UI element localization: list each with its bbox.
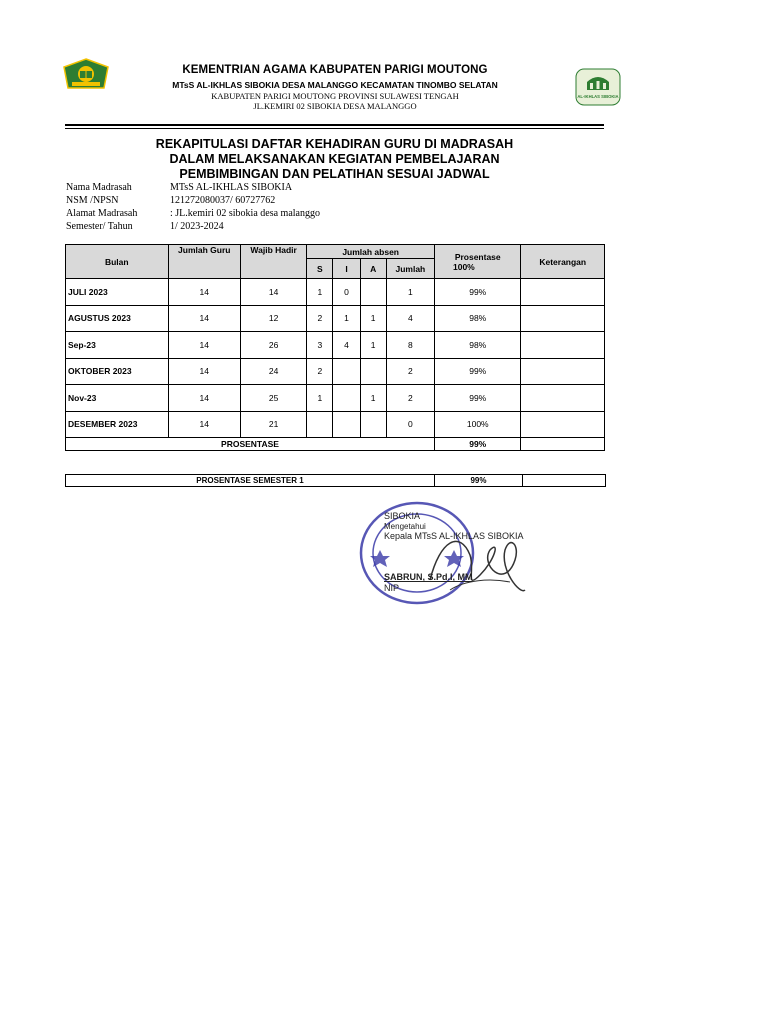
cell-guru: 14 — [168, 358, 240, 385]
cell-ket — [521, 385, 605, 412]
cell-guru: 14 — [168, 279, 240, 306]
info-label-nsm: NSM /NPSN — [66, 195, 119, 206]
cell-i — [333, 358, 360, 385]
cell-guru: 14 — [168, 411, 240, 438]
col-header-bulan: Bulan — [66, 245, 169, 279]
cell-ket — [521, 305, 605, 332]
signature-nip: NIP — [384, 583, 400, 593]
cell-wajib: 14 — [240, 279, 306, 306]
cell-jumlah: 2 — [386, 385, 434, 412]
cell-s: 3 — [307, 332, 333, 359]
cell-jumlah: 0 — [386, 411, 434, 438]
cell-wajib: 12 — [240, 305, 306, 332]
table-row — [66, 411, 605, 438]
cell-bulan: OKTOBER 2023 — [66, 358, 169, 385]
cell-i: 0 — [333, 279, 360, 306]
cell-pct: 99% — [435, 279, 521, 306]
cell-i: 1 — [333, 305, 360, 332]
doc-title-line3: PEMBIMBINGAN DAN PELATIHAN SESUAI JADWAL — [179, 167, 490, 181]
col-header-i: I — [333, 259, 360, 279]
school-logo-text: AL-IKHLAS SIBOKIA — [577, 94, 619, 99]
cell-i: 4 — [333, 332, 360, 359]
col-header-a: A — [360, 259, 386, 279]
cell-pct: 98% — [435, 305, 521, 332]
cell-bulan: DESEMBER 2023 — [66, 411, 169, 438]
prosentase-row — [66, 438, 605, 451]
table-row — [66, 385, 605, 412]
cell-s: 2 — [307, 358, 333, 385]
table-row — [66, 358, 605, 385]
semester-ket — [523, 475, 606, 487]
cell-pct: 99% — [435, 358, 521, 385]
semester-label: PROSENTASE SEMESTER 1 — [66, 475, 435, 487]
signature-known: Mengetahui — [384, 522, 426, 531]
col-header-jumlah: Jumlah — [386, 259, 434, 279]
cell-ket — [521, 279, 605, 306]
col-header-prosentase — [435, 245, 521, 279]
prosentase-ket — [521, 438, 605, 451]
cell-guru: 14 — [168, 305, 240, 332]
col-header-jumlah-absen: Jumlah absen — [307, 245, 435, 259]
info-label-address: Alamat Madrasah — [66, 208, 138, 219]
cell-a: 1 — [360, 385, 386, 412]
signature-name: SABRUN, S.Pd.I, MM — [384, 572, 473, 582]
table-row — [66, 305, 605, 332]
cell-bulan: JULI 2023 — [66, 279, 169, 306]
cell-a — [360, 358, 386, 385]
info-value-address: : JL.kemiri 02 sibokia desa malanggo — [170, 208, 320, 219]
col-header-wajib-hadir: Wajib Hadir — [240, 245, 306, 279]
cell-wajib: 21 — [240, 411, 306, 438]
cell-pct: 100% — [435, 411, 521, 438]
cell-jumlah: 4 — [386, 305, 434, 332]
school-name: MTsS AL-IKHLAS SIBOKIA DESA MALANGGO KECAMATAN TINOMBO SELATAN — [172, 80, 498, 90]
cell-guru: 14 — [168, 332, 240, 359]
doc-title-line2: DALAM MELAKSANAKAN KEGIATAN PEMBELAJARAN — [169, 152, 500, 166]
col-header-jumlah-guru: Jumlah Guru — [168, 245, 240, 279]
cell-a: 1 — [360, 332, 386, 359]
cell-wajib: 24 — [240, 358, 306, 385]
table-row — [66, 332, 605, 359]
col-header-keterangan: Keterangan — [521, 245, 605, 279]
cell-a: 1 — [360, 305, 386, 332]
col-header-s: S — [307, 259, 333, 279]
cell-s — [307, 411, 333, 438]
col-header-prosentase-label: Prosentase — [454, 251, 501, 262]
prosentase-value: 99% — [435, 438, 521, 451]
doc-title-line1: REKAPITULASI DAFTAR KEHADIRAN GURU DI MADRASAH — [155, 137, 514, 151]
info-value-madrasah: MTsS AL-IKHLAS SIBOKIA — [170, 182, 293, 193]
semester-value: 99% — [435, 475, 523, 487]
info-label-madrasah: Nama Madrasah — [66, 182, 132, 193]
info-value-nsm: 121272080037/ 60727762 — [170, 195, 276, 206]
cell-wajib: 25 — [240, 385, 306, 412]
cell-s: 1 — [307, 279, 333, 306]
ministry-name: KEMENTRIAN AGAMA KABUPATEN PARIGI MOUTONG — [182, 64, 488, 76]
regency-line: KABUPATEN PARIGI MOUTONG PROVINSI SULAWESI TENGAH — [211, 91, 459, 101]
cell-s: 1 — [307, 385, 333, 412]
cell-i — [333, 385, 360, 412]
address-line: JL.KEMIRI 02 SIBOKIA DESA MALANGGO — [253, 101, 417, 111]
semester-table — [65, 474, 606, 487]
cell-i — [333, 411, 360, 438]
cell-jumlah: 1 — [386, 279, 434, 306]
cell-guru: 14 — [168, 385, 240, 412]
cell-pct: 98% — [435, 332, 521, 359]
table-row — [66, 279, 605, 306]
header-rule-thick — [65, 124, 604, 126]
cell-bulan: Sep-23 — [66, 332, 169, 359]
signature-place: SIBOKIA — [384, 511, 421, 521]
info-label-semester: Semester/ Tahun — [66, 221, 133, 232]
info-value-semester: 1/ 2023-2024 — [170, 221, 224, 232]
cell-ket — [521, 411, 605, 438]
school-logo — [575, 68, 621, 106]
cell-ket — [521, 332, 605, 359]
cell-s: 2 — [307, 305, 333, 332]
col-header-prosentase-100: 100% — [453, 261, 475, 272]
cell-wajib: 26 — [240, 332, 306, 359]
cell-bulan: Nov-23 — [66, 385, 169, 412]
kemenag-logo — [63, 58, 109, 92]
cell-jumlah: 2 — [386, 358, 434, 385]
header-rule-thin — [65, 128, 604, 129]
signature-role: Kepala MTsS AL-IKHLAS SIBOKIA — [384, 531, 524, 541]
prosentase-label: PROSENTASE — [66, 438, 435, 451]
cell-a — [360, 279, 386, 306]
attendance-table — [65, 244, 605, 451]
cell-bulan: AGUSTUS 2023 — [66, 305, 169, 332]
cell-a — [360, 411, 386, 438]
cell-pct: 99% — [435, 385, 521, 412]
cell-jumlah: 8 — [386, 332, 434, 359]
cell-ket — [521, 358, 605, 385]
